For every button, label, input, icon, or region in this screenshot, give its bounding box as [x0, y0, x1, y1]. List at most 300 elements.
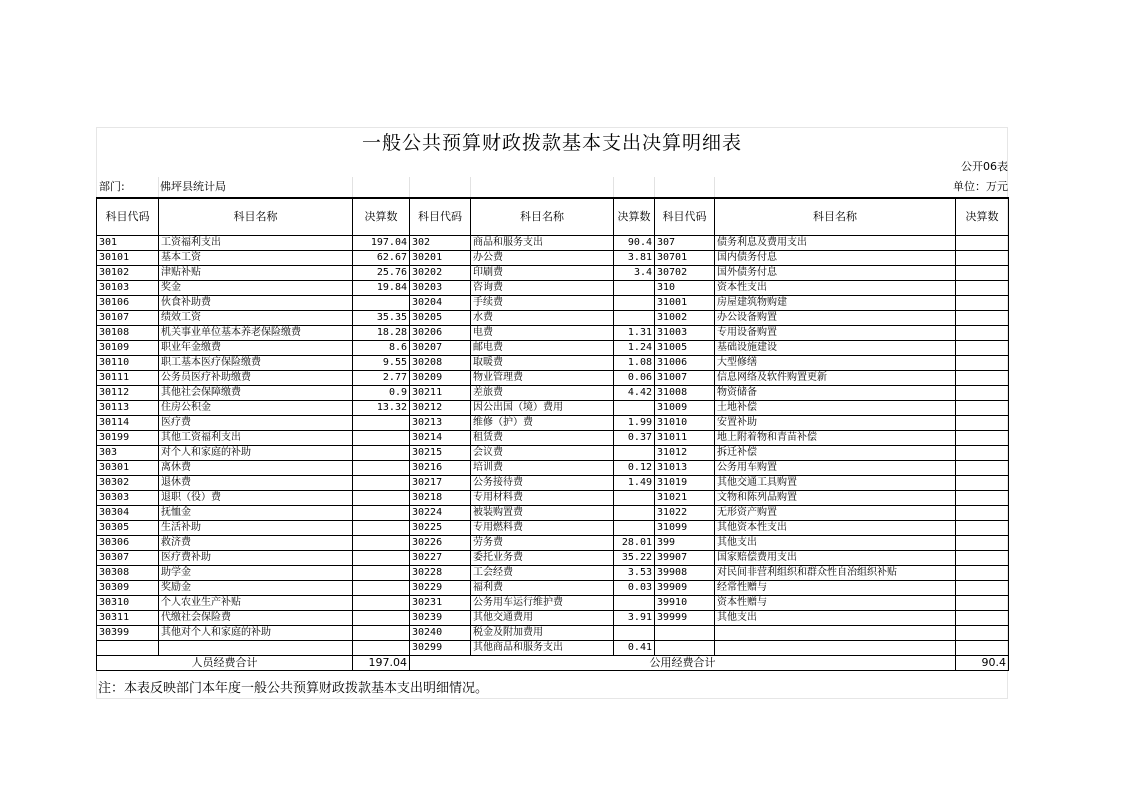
subject-name: 公务用车购置 — [715, 461, 956, 476]
final-amount — [956, 326, 1009, 341]
table-row — [97, 596, 1009, 611]
subject-name: 办公设备购置 — [715, 311, 956, 326]
subject-code: 31010 — [655, 416, 715, 431]
subject-name: 经常性赠与 — [715, 581, 956, 596]
table-row — [97, 341, 1009, 356]
header-name: 科目名称 — [471, 198, 614, 236]
final-amount — [956, 461, 1009, 476]
subject-name: 住房公积金 — [159, 401, 353, 416]
final-amount — [956, 341, 1009, 356]
subject-name: 其他社会保障缴费 — [159, 386, 353, 401]
report-sheet — [96, 127, 1008, 699]
subject-name: 无形资产购置 — [715, 506, 956, 521]
subject-code: 31011 — [655, 431, 715, 446]
subject-name: 抚恤金 — [159, 506, 353, 521]
subject-code: 30225 — [410, 521, 471, 536]
final-amount: 4.42 — [614, 386, 655, 401]
subject-code: 30702 — [655, 266, 715, 281]
final-amount — [614, 506, 655, 521]
subject-name — [715, 626, 956, 641]
subject-name: 国家赔偿费用支出 — [715, 551, 956, 566]
subject-code: 30299 — [410, 641, 471, 656]
final-amount: 1.31 — [614, 326, 655, 341]
final-amount — [353, 461, 410, 476]
subject-name: 专用燃料费 — [471, 521, 614, 536]
subject-name: 差旅费 — [471, 386, 614, 401]
final-amount — [353, 491, 410, 506]
table-row — [97, 566, 1009, 581]
subject-code: 31021 — [655, 491, 715, 506]
subject-code: 30208 — [410, 356, 471, 371]
subject-code: 30206 — [410, 326, 471, 341]
subject-name: 职业年金缴费 — [159, 341, 353, 356]
final-amount: 0.03 — [614, 581, 655, 596]
subject-name: 工资福利支出 — [159, 236, 353, 251]
subject-name: 邮电费 — [471, 341, 614, 356]
unit-label: 单位：万元 — [953, 180, 1008, 193]
subject-name: 其他工资福利支出 — [159, 431, 353, 446]
subject-name — [159, 641, 353, 656]
final-amount: 28.01 — [614, 536, 655, 551]
subject-name: 退职（役）费 — [159, 491, 353, 506]
final-amount — [614, 491, 655, 506]
final-amount — [956, 431, 1009, 446]
subject-code: 30228 — [410, 566, 471, 581]
subject-code: 30204 — [410, 296, 471, 311]
department-row — [96, 179, 1008, 195]
subject-code: 30215 — [410, 446, 471, 461]
subject-name: 信息网络及软件购置更新 — [715, 371, 956, 386]
subject-name: 物业管理费 — [471, 371, 614, 386]
subject-name: 债务利息及费用支出 — [715, 236, 956, 251]
final-amount — [614, 521, 655, 536]
final-amount — [353, 551, 410, 566]
final-amount — [956, 401, 1009, 416]
subject-name: 培训费 — [471, 461, 614, 476]
subject-code: 30307 — [97, 551, 159, 566]
subject-code: 30218 — [410, 491, 471, 506]
final-amount — [353, 476, 410, 491]
table-row — [97, 356, 1009, 371]
final-amount — [614, 626, 655, 641]
final-amount — [614, 281, 655, 296]
personnel-total-value: 197.04 — [353, 656, 410, 671]
subject-code: 30304 — [97, 506, 159, 521]
subject-code: 30109 — [97, 341, 159, 356]
subject-name: 基本工资 — [159, 251, 353, 266]
subject-code: 30205 — [410, 311, 471, 326]
final-amount — [956, 566, 1009, 581]
subject-code: 30114 — [97, 416, 159, 431]
subject-code: 39910 — [655, 596, 715, 611]
subject-code: 30311 — [97, 611, 159, 626]
final-amount — [956, 536, 1009, 551]
subject-code: 30107 — [97, 311, 159, 326]
subject-name: 大型修缮 — [715, 356, 956, 371]
subject-name: 工会经费 — [471, 566, 614, 581]
subject-name: 伙食补助费 — [159, 296, 353, 311]
final-amount: 19.84 — [353, 281, 410, 296]
final-amount — [956, 266, 1009, 281]
subject-code: 307 — [655, 236, 715, 251]
subject-code: 31003 — [655, 326, 715, 341]
subject-code: 30211 — [410, 386, 471, 401]
subject-code: 30224 — [410, 506, 471, 521]
final-amount — [956, 416, 1009, 431]
final-amount: 1.49 — [614, 476, 655, 491]
subject-name: 生活补助 — [159, 521, 353, 536]
final-amount — [353, 566, 410, 581]
footnote: 注：本表反映部门本年度一般公共预算财政拨款基本支出明细情况。 — [98, 681, 489, 696]
subject-code: 30701 — [655, 251, 715, 266]
final-amount — [614, 596, 655, 611]
final-amount: 197.04 — [353, 236, 410, 251]
public-total-label: 公用经费合计 — [410, 656, 956, 671]
subject-name: 基础设施建设 — [715, 341, 956, 356]
subject-code: 399 — [655, 536, 715, 551]
subject-code: 39999 — [655, 611, 715, 626]
final-amount: 90.4 — [614, 236, 655, 251]
subject-name: 物资储备 — [715, 386, 956, 401]
subject-name: 奖励金 — [159, 581, 353, 596]
final-amount: 3.53 — [614, 566, 655, 581]
final-amount — [956, 236, 1009, 251]
final-amount — [353, 296, 410, 311]
final-amount: 8.6 — [353, 341, 410, 356]
table-row — [97, 296, 1009, 311]
subject-code: 30202 — [410, 266, 471, 281]
header-amount: 决算数 — [956, 198, 1009, 236]
subject-code: 31022 — [655, 506, 715, 521]
table-row — [97, 626, 1009, 641]
final-amount — [956, 446, 1009, 461]
subject-name: 国内债务付息 — [715, 251, 956, 266]
table-row — [97, 536, 1009, 551]
final-amount: 9.55 — [353, 356, 410, 371]
subject-name: 机关事业单位基本养老保险缴费 — [159, 326, 353, 341]
table-body — [97, 236, 1009, 656]
subject-name: 专用材料费 — [471, 491, 614, 506]
subject-code: 31012 — [655, 446, 715, 461]
subject-name: 其他支出 — [715, 611, 956, 626]
table-row — [97, 386, 1009, 401]
subject-code: 31007 — [655, 371, 715, 386]
subject-name: 职工基本医疗保险缴费 — [159, 356, 353, 371]
final-amount — [956, 356, 1009, 371]
final-amount: 0.41 — [614, 641, 655, 656]
subject-code: 31006 — [655, 356, 715, 371]
subject-name: 印刷费 — [471, 266, 614, 281]
subject-name: 医疗费补助 — [159, 551, 353, 566]
final-amount: 62.67 — [353, 251, 410, 266]
subject-code: 30305 — [97, 521, 159, 536]
table-row — [97, 491, 1009, 506]
department-label: 部门: — [99, 180, 125, 193]
subject-name: 专用设备购置 — [715, 326, 956, 341]
subject-name: 资本性赠与 — [715, 596, 956, 611]
subject-name: 公务用车运行维护费 — [471, 596, 614, 611]
subject-code: 303 — [97, 446, 159, 461]
subject-code: 39907 — [655, 551, 715, 566]
final-amount — [353, 596, 410, 611]
final-amount — [956, 551, 1009, 566]
final-amount — [956, 641, 1009, 656]
subject-name: 被装购置费 — [471, 506, 614, 521]
subject-code: 30240 — [410, 626, 471, 641]
final-amount — [353, 446, 410, 461]
subject-name: 土地补偿 — [715, 401, 956, 416]
subject-code: 30231 — [410, 596, 471, 611]
subject-name: 房屋建筑物购建 — [715, 296, 956, 311]
subject-name — [715, 641, 956, 656]
totals-row — [97, 656, 1009, 671]
subject-code: 31002 — [655, 311, 715, 326]
table-row — [97, 401, 1009, 416]
final-amount — [956, 251, 1009, 266]
final-amount — [956, 596, 1009, 611]
table-row — [97, 371, 1009, 386]
final-amount: 0.06 — [614, 371, 655, 386]
subject-name: 商品和服务支出 — [471, 236, 614, 251]
subject-name: 救济费 — [159, 536, 353, 551]
subject-name: 对民间非营利组织和群众性自治组织补贴 — [715, 566, 956, 581]
header-amount: 决算数 — [614, 198, 655, 236]
subject-name: 奖金 — [159, 281, 353, 296]
subject-code: 31099 — [655, 521, 715, 536]
subject-code: 30229 — [410, 581, 471, 596]
subject-code: 31019 — [655, 476, 715, 491]
subject-name: 水费 — [471, 311, 614, 326]
final-amount — [614, 401, 655, 416]
subject-code: 30301 — [97, 461, 159, 476]
final-amount: 0.9 — [353, 386, 410, 401]
final-amount — [956, 491, 1009, 506]
subject-code: 30213 — [410, 416, 471, 431]
final-amount: 3.81 — [614, 251, 655, 266]
subject-name: 津贴补贴 — [159, 266, 353, 281]
header-amount: 决算数 — [353, 198, 410, 236]
subject-code — [655, 626, 715, 641]
subject-code: 30106 — [97, 296, 159, 311]
subject-code: 39908 — [655, 566, 715, 581]
subject-name: 其他交通费用 — [471, 611, 614, 626]
table-row — [97, 506, 1009, 521]
subject-code: 31008 — [655, 386, 715, 401]
final-amount: 1.24 — [614, 341, 655, 356]
subject-code: 30226 — [410, 536, 471, 551]
header-code: 科目代码 — [655, 198, 715, 236]
final-amount: 13.32 — [353, 401, 410, 416]
final-amount: 35.35 — [353, 311, 410, 326]
subject-name: 代缴社会保险费 — [159, 611, 353, 626]
subject-name: 维修（护）费 — [471, 416, 614, 431]
subject-name: 劳务费 — [471, 536, 614, 551]
subject-code: 310 — [655, 281, 715, 296]
subject-name: 其他支出 — [715, 536, 956, 551]
header-name: 科目名称 — [715, 198, 956, 236]
subject-name: 咨询费 — [471, 281, 614, 296]
subject-name: 租赁费 — [471, 431, 614, 446]
table-row — [97, 311, 1009, 326]
subject-code: 30113 — [97, 401, 159, 416]
final-amount — [353, 641, 410, 656]
final-amount — [956, 311, 1009, 326]
public-total-value: 90.4 — [956, 656, 1009, 671]
table-row — [97, 431, 1009, 446]
department-name: 佛坪县统计局 — [160, 180, 226, 193]
subject-name: 税金及附加费用 — [471, 626, 614, 641]
final-amount — [353, 611, 410, 626]
subject-name: 离休费 — [159, 461, 353, 476]
subject-name: 文物和陈列品购置 — [715, 491, 956, 506]
table-row — [97, 266, 1009, 281]
subject-name: 委托业务费 — [471, 551, 614, 566]
table-row — [97, 326, 1009, 341]
subject-code: 30399 — [97, 626, 159, 641]
subject-code: 30239 — [410, 611, 471, 626]
subject-name: 电费 — [471, 326, 614, 341]
final-amount — [956, 296, 1009, 311]
subject-code: 30309 — [97, 581, 159, 596]
subject-name: 国外债务付息 — [715, 266, 956, 281]
subject-code: 30203 — [410, 281, 471, 296]
subject-code: 30103 — [97, 281, 159, 296]
expenditure-table — [96, 197, 1009, 671]
final-amount — [956, 371, 1009, 386]
subject-name: 拆迁补偿 — [715, 446, 956, 461]
header-name: 科目名称 — [159, 198, 353, 236]
final-amount — [614, 296, 655, 311]
header-code: 科目代码 — [97, 198, 159, 236]
subject-code — [97, 641, 159, 656]
subject-name: 其他资本性支出 — [715, 521, 956, 536]
subject-name: 安置补助 — [715, 416, 956, 431]
subject-name: 绩效工资 — [159, 311, 353, 326]
table-row — [97, 236, 1009, 251]
subject-code: 30306 — [97, 536, 159, 551]
table-row — [97, 446, 1009, 461]
subject-name: 地上附着物和青苗补偿 — [715, 431, 956, 446]
table-row — [97, 521, 1009, 536]
table-row — [97, 476, 1009, 491]
header-code: 科目代码 — [410, 198, 471, 236]
table-header-row — [97, 198, 1009, 236]
subject-code: 30217 — [410, 476, 471, 491]
table-row — [97, 461, 1009, 476]
final-amount: 1.99 — [614, 416, 655, 431]
table-row — [97, 641, 1009, 656]
subject-code: 31005 — [655, 341, 715, 356]
final-amount — [353, 431, 410, 446]
table-row — [97, 611, 1009, 626]
final-amount — [353, 506, 410, 521]
final-amount — [614, 446, 655, 461]
subject-code: 30111 — [97, 371, 159, 386]
subject-name: 手续费 — [471, 296, 614, 311]
final-amount: 35.22 — [614, 551, 655, 566]
subject-name: 福利费 — [471, 581, 614, 596]
subject-code: 30214 — [410, 431, 471, 446]
subject-code: 30102 — [97, 266, 159, 281]
subject-code: 30216 — [410, 461, 471, 476]
subject-name: 助学金 — [159, 566, 353, 581]
subject-code: 30302 — [97, 476, 159, 491]
final-amount: 2.77 — [353, 371, 410, 386]
subject-code: 30108 — [97, 326, 159, 341]
final-amount — [956, 281, 1009, 296]
subject-code: 30310 — [97, 596, 159, 611]
table-row — [97, 281, 1009, 296]
table-row — [97, 551, 1009, 566]
subject-code: 30308 — [97, 566, 159, 581]
final-amount: 25.76 — [353, 266, 410, 281]
subject-name: 取暖费 — [471, 356, 614, 371]
final-amount: 0.37 — [614, 431, 655, 446]
subject-name: 资本性支出 — [715, 281, 956, 296]
subject-code: 30201 — [410, 251, 471, 266]
subject-code — [655, 641, 715, 656]
final-amount — [353, 626, 410, 641]
final-amount — [956, 611, 1009, 626]
subject-code: 31009 — [655, 401, 715, 416]
final-amount — [956, 386, 1009, 401]
subject-name: 其他交通工具购置 — [715, 476, 956, 491]
subject-code: 301 — [97, 236, 159, 251]
subject-code: 30227 — [410, 551, 471, 566]
table-row — [97, 581, 1009, 596]
subject-code: 39909 — [655, 581, 715, 596]
final-amount — [956, 476, 1009, 491]
subject-code: 30199 — [97, 431, 159, 446]
subject-code: 31013 — [655, 461, 715, 476]
final-amount — [353, 416, 410, 431]
final-amount — [353, 581, 410, 596]
subject-name: 公务接待费 — [471, 476, 614, 491]
subject-code: 30207 — [410, 341, 471, 356]
subject-code: 30101 — [97, 251, 159, 266]
subject-name: 对个人和家庭的补助 — [159, 446, 353, 461]
subject-code: 30110 — [97, 356, 159, 371]
final-amount — [956, 581, 1009, 596]
subject-code: 30212 — [410, 401, 471, 416]
final-amount — [353, 536, 410, 551]
final-amount — [353, 521, 410, 536]
subject-code: 30112 — [97, 386, 159, 401]
subject-name: 办公费 — [471, 251, 614, 266]
subject-name: 其他对个人和家庭的补助 — [159, 626, 353, 641]
subject-code: 30303 — [97, 491, 159, 506]
subject-code: 31001 — [655, 296, 715, 311]
final-amount: 1.08 — [614, 356, 655, 371]
subject-name: 个人农业生产补贴 — [159, 596, 353, 611]
final-amount — [956, 626, 1009, 641]
personnel-total-label: 人员经费合计 — [97, 656, 353, 671]
final-amount — [956, 506, 1009, 521]
subject-code: 30209 — [410, 371, 471, 386]
report-title: 一般公共预算财政拨款基本支出决算明细表 — [361, 132, 742, 154]
subject-name: 其他商品和服务支出 — [471, 641, 614, 656]
final-amount — [614, 311, 655, 326]
subject-code: 302 — [410, 236, 471, 251]
table-row — [97, 251, 1009, 266]
final-amount: 3.91 — [614, 611, 655, 626]
subject-name: 医疗费 — [159, 416, 353, 431]
subject-name: 因公出国（境）费用 — [471, 401, 614, 416]
final-amount: 0.12 — [614, 461, 655, 476]
subject-name: 会议费 — [471, 446, 614, 461]
final-amount: 18.28 — [353, 326, 410, 341]
subject-name: 退休费 — [159, 476, 353, 491]
